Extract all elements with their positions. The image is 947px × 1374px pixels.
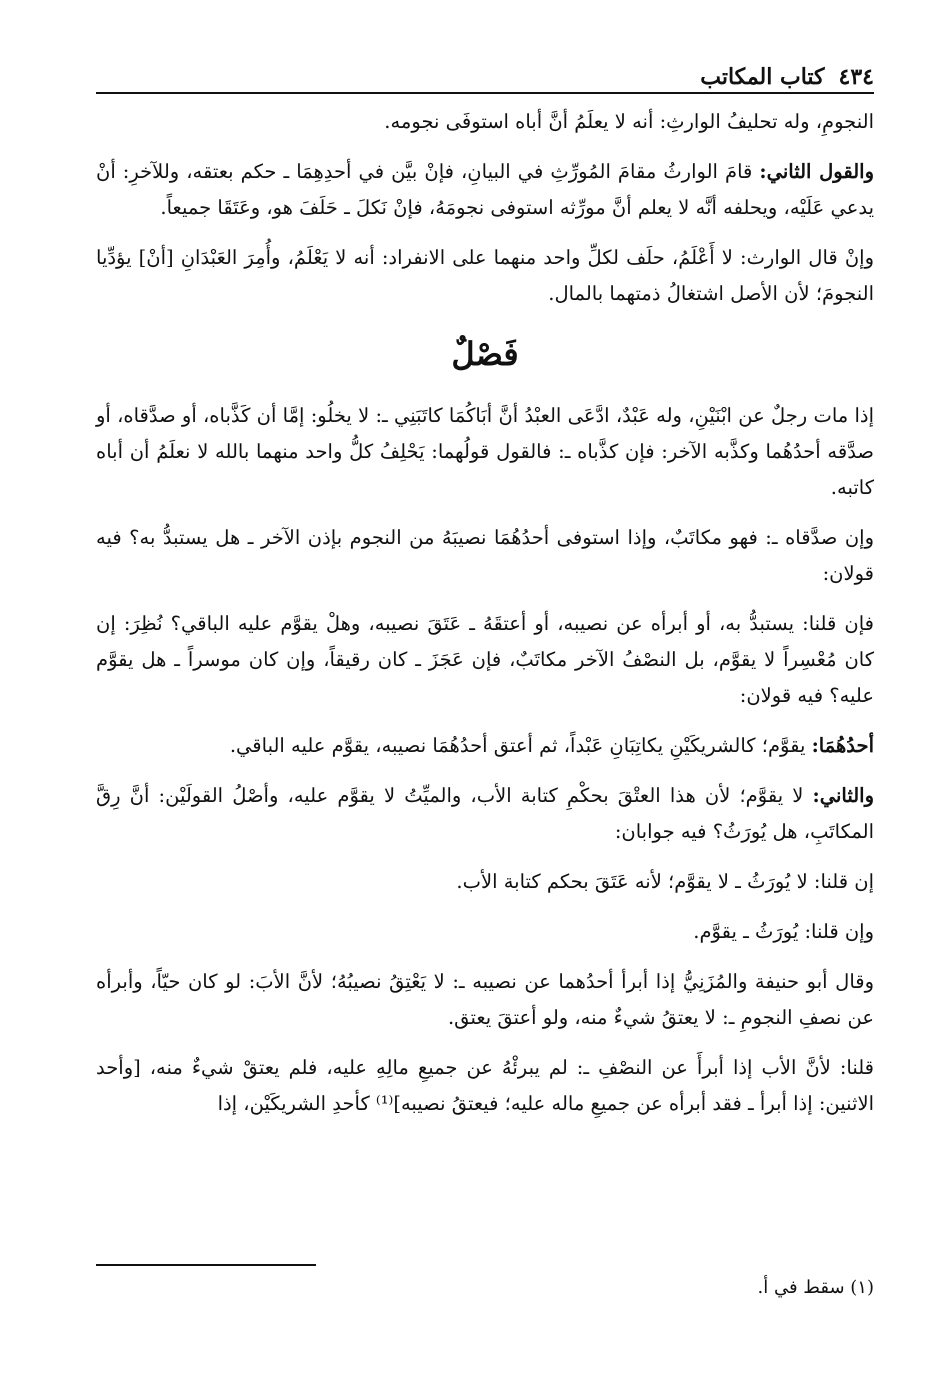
running-header [96,56,874,94]
paragraph: وإن قلنا: يُورَثُ ـ يقوَّم. [693,920,874,943]
paragraph: إذا مات رجلٌ عن ابْنَيْنِ، وله عَبْدٌ، ادَّعَى العبْدُ أنَّ أبَاكُمَا كاتَبَنِي ـ: لا يخلُو: إمَّا أن كَذَّباه، أو صدَّقاه، أو صدَّقه أحدُهُما وكذَّبه الآخر: فإن كذَّباه ـ: فالقول قولُهما: يَحْلِفُ كلُّ واحد منهما بالله لا نعلَمُ أن أباه كاتبه. [96,404,874,499]
paragraph: إن قلنا: لا يُورَثُ ـ لا يقوَّم؛ لأنه عَتَقَ بحكم كتابة الأب. [456,870,874,893]
paragraph-lead: أحدُهُمَا: [811,734,874,757]
page-number: ٤٣٤ [838,64,874,90]
paragraph: وإنْ قال الوارث: لا أَعْلَمُ، حلَف لكلِّ واحد منهما على الانفراد: أنه لا يَعْلَمُ، وأُمِرَ العَبْدَانِ [أنْ] يؤدِّيا النجومَ؛ لأن الأصل اشتغالُ ذمتهما بالمال. [96,246,874,305]
paragraph-lead: والقول الثاني: [759,160,875,183]
page [96,56,874,1136]
paragraph: أحدُهُمَا: يقوَّم؛ كالشريكَيْنِ يكاتِبَانِ عَبْداً، ثم أعتق أحدُهُمَا نصيبه، يقوَّم عليه الباقي. [229,734,874,757]
paragraph: فإن قلنا: يستبدُّ به، أو أبرأه عن نصيبه، أو أعتقَهُ ـ عَتَقَ نصيبه، وهلْ يقوَّم عليه الباقي؟ نُظِرَ: إن كان مُعْسِراً لا يقوَّم، بل النصْفُ الآخر مكاتَبٌ، فإن عَجَزَ ـ كان رقيقاً، وإن كان موسراً ـ هل يقوَّم عليه؟ فيه قولان: [96,612,874,707]
paragraph: والقول الثاني: قامَ الوارثُ مقامَ المُورِّثِ في البيانِ، فإنْ بيَّن في أحدِهِمَا ـ حكم بعتقه، وللآخرِ: أنْ يدعي عَلَيْه، ويحلفه أنَّه لا يعلم أنَّ مورِّثه استوفى نجومَهُ، فإنْ نَكلَ ـ حَلَفَ هو، وعَتَقَا جميعاً. [96,160,875,219]
footnote: (١) سقط في أ. [757,1277,874,1298]
section-heading: فَصْلٌ [451,335,519,373]
paragraph: وإن صدَّقاه ـ: فهو مكاتَبٌ، وإذا استوفى أحدُهُمَا نصيبَهُ من النجوم بإذن الآخر ـ هل يستبدُّ به؟ فيه قولان: [96,526,874,585]
paragraph: وقال أبو حنيفة والمُزَنِيُّ إذا أبرأ أحدُهما عن نصيبه ـ: لا يَعْتِقُ نصيبُهُ؛ لأنَّ الأبَ: لو كان حيّاً، وأبرأه عن نصفِ النجومِ ـ: لا يعتقُ شيءٌ منه، ولو أعتقَ يعتق. [96,970,874,1029]
paragraph: النجومِ، وله تحليفُ الوارثِ: أنه لا يعلَمُ أنَّ أباه استوفَى نجومه. [384,110,874,133]
page-body [96,104,874,1122]
running-title: كتاب المكاتب [700,64,825,90]
paragraph-lead: والثاني: [812,784,874,807]
footnote-rule [96,1264,316,1266]
paragraph: والثاني: لا يقوَّم؛ لأن هذا العتْقَ بحكْمِ كتابة الأب، والميِّتُ لا يقوَّم عليه، وأصْلُ القولَيْن: أنَّ رِقَّ المكاتَبِ، هل يُورَثُ؟ فيه جوابان: [96,784,874,843]
paragraph: قلنا: لأنَّ الأب إذا أبرأَ عن النصْفِ ـ: لم يبرئْهُ عن جميعِ مالِهِ عليه، فلم يعتقْ شيءٌ منه، [وأحد الاثنين: إذا أبرأ ـ فقد أبرأه عن جميعِ ماله عليه؛ فيعتقُ نصيبه]⁽¹⁾ كأحدِ الشريكَيْن، إذا [96,1056,874,1115]
